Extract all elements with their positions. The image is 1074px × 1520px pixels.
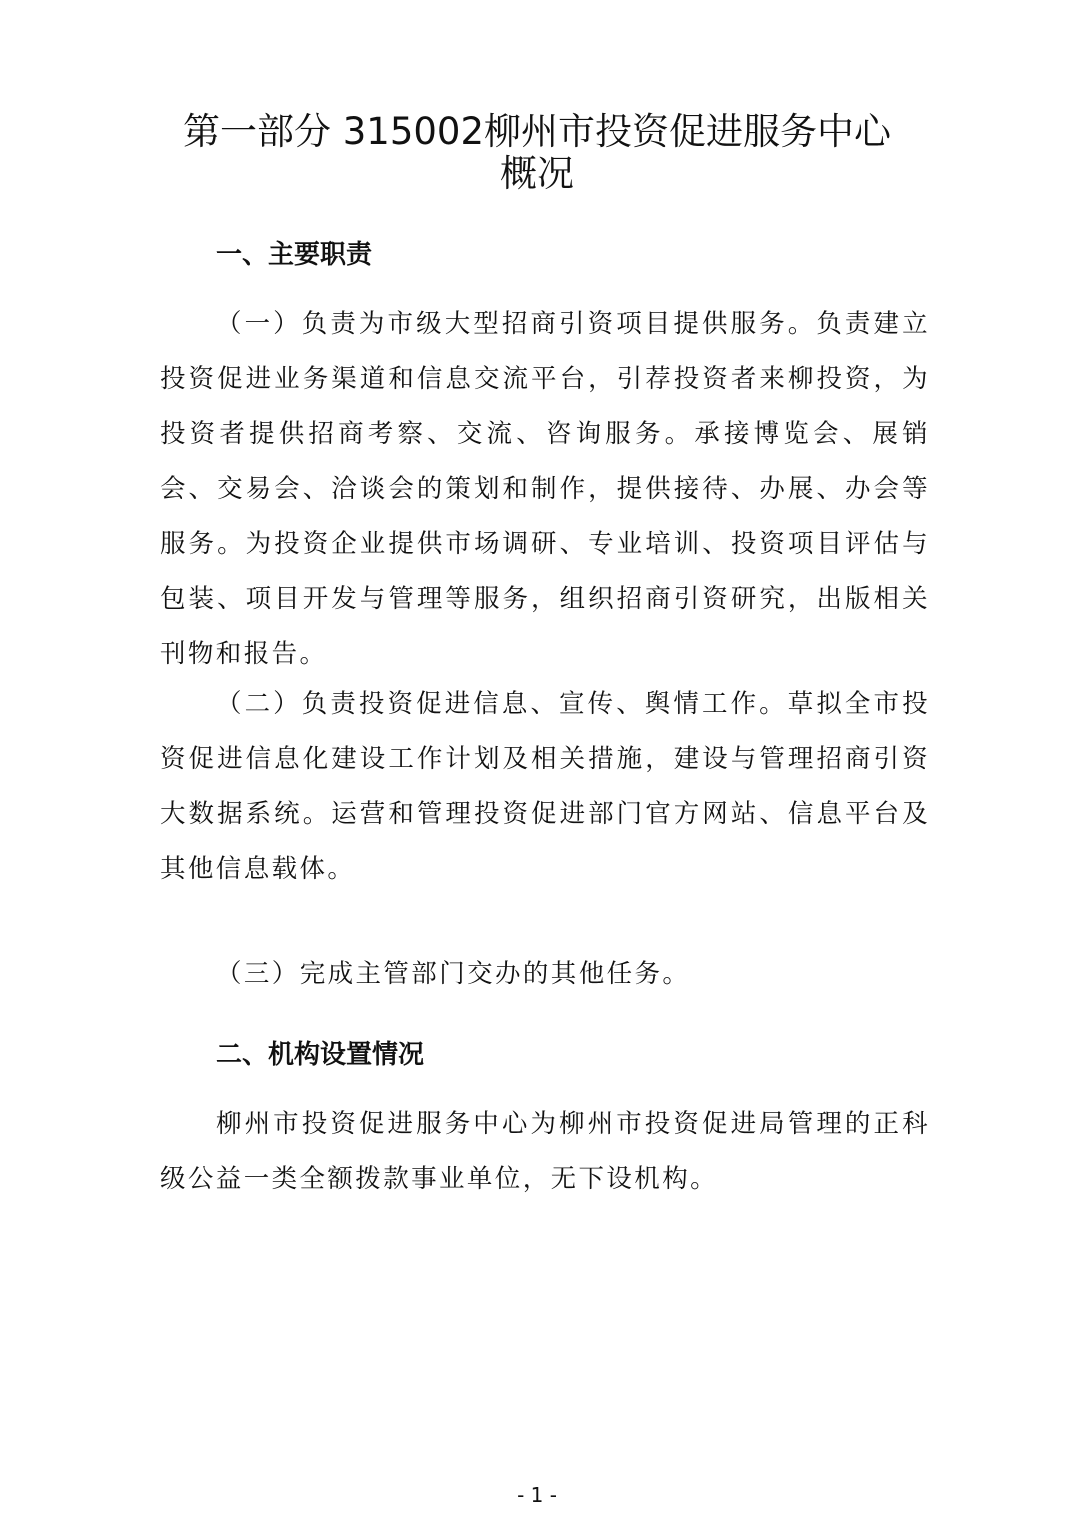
page-number: - 1 - [517,1483,557,1507]
document-title-line-1: 第一部分 315002柳州市投资促进服务中心 [182,110,891,153]
section-heading-organization: 二、机构设置情况 [216,1040,425,1070]
document-title-line-2: 概况 [500,152,574,195]
section-heading-main-duties: 一、主要职责 [216,240,373,270]
paragraph-duty-3: （三）完成主管部门交办的其他任务。 [216,959,691,989]
paragraph-duty-1: （一）负责为市级大型招商引资项目提供服务。负责建立投资促进业务渠道和信息交流平台，引荐投资者来柳投资，为投资者提供招商考察、交流、咨询服务。承接博览会、展销会、交易会、洽谈会的策划和制作，提供接待、办展、办会等服务。为投资企业提供市场调研、专业培训、投资项目评估与包装、项目开发与管理等服务，组织招商引资研究，出版相关刊物和报告。 [160,309,930,669]
paragraph-organization: 柳州市投资促进服务中心为柳州市投资促进局管理的正科级公益一类全额拨款事业单位，无下设机构。 [160,1109,930,1194]
paragraph-duty-2: （二）负责投资促进信息、宣传、舆情工作。草拟全市投资促进信息化建设工作计划及相关措施，建设与管理招商引资大数据系统。运营和管理投资促进部门官方网站、信息平台及其他信息载体。 [160,689,930,884]
